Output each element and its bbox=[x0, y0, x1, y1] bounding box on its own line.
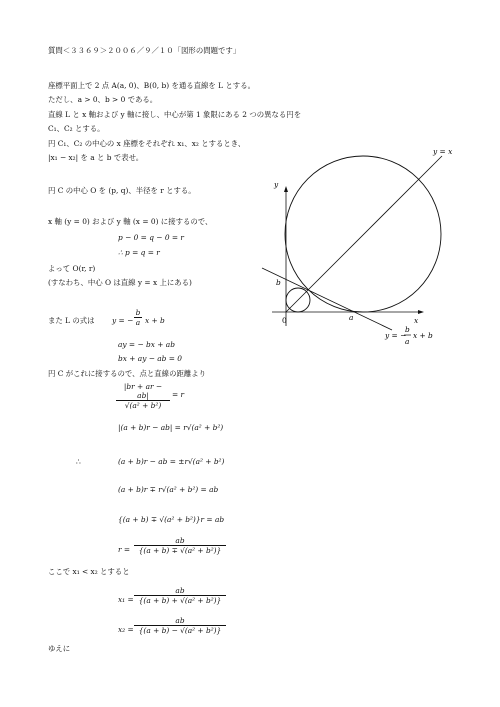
solution-intro: 円 C の中心 O を (p, q)、半径を r とする。 bbox=[48, 186, 196, 195]
equation-8: {(a + b) ∓ √(a² + b²)}r = ab bbox=[118, 515, 225, 524]
large-circle bbox=[285, 156, 441, 312]
document-title: 質問＜３３６９＞２００６／９／１０「図形の問題です」 bbox=[48, 46, 241, 55]
solution-tangent-axes: x 軸 (y = 0) および y 軸 (x = 0) に接するので、 bbox=[48, 217, 213, 226]
problem-line-1: 座標平面上で 2 点 A(a, 0)、B(0, b) を通る直線を L とする。 bbox=[48, 81, 255, 90]
y-axis-arrow bbox=[284, 186, 288, 192]
solution-hence: ゆえに bbox=[48, 644, 71, 653]
x2-num: ab bbox=[134, 616, 226, 626]
x2-den: {(a + b) − √(a² + b²)} bbox=[138, 626, 222, 635]
label-y-equals-x: y = x bbox=[433, 147, 453, 156]
equation-5: |(a + b)r − ab| = r√(a² + b²) bbox=[118, 423, 224, 432]
x-axis-arrow bbox=[418, 310, 424, 314]
label-y-axis: y bbox=[274, 180, 279, 189]
line-eq-lhs: y = − bbox=[112, 316, 134, 325]
line-eq-label: また L の式は bbox=[48, 316, 95, 325]
line-eq-den: a bbox=[135, 318, 141, 327]
distance-den: √(a² + b²) bbox=[124, 401, 162, 410]
x1-den: {(a + b) + √(a² + b²)} bbox=[138, 596, 222, 605]
line-label-rhs: x + b bbox=[413, 331, 433, 340]
label-a: a bbox=[349, 313, 354, 322]
problem-line-3: 直線 L と x 軸および y 軸に接し、中心が第 1 象限にある 2 つの異なる円を bbox=[48, 110, 302, 119]
problem-line-4: C₁、C₂ とする。 bbox=[48, 124, 105, 133]
solution-here: ここで x₁ < x₂ とすると bbox=[48, 567, 130, 576]
line-eq-rhs: x + b bbox=[145, 316, 165, 325]
equation-9-den: {(a + b) ∓ √(a² + b²)} bbox=[138, 546, 222, 555]
solution-tangent-line: 円 C がこれに接するので、点と直線の距離より bbox=[48, 369, 207, 378]
line-label-den: a bbox=[405, 337, 410, 346]
solution-thus: よって O(r, r) bbox=[48, 264, 96, 273]
distance-num: |br + ar − ab| bbox=[116, 382, 170, 401]
x1-num: ab bbox=[134, 586, 226, 596]
line-label-num: b bbox=[405, 325, 410, 334]
equation-3: ay = − bx + ab bbox=[118, 340, 175, 349]
line-eq-num: b bbox=[135, 308, 141, 317]
distance-rhs: = r bbox=[172, 390, 185, 399]
x2-lhs: x₂ = bbox=[118, 625, 134, 634]
equation-6: (a + b)r − ab = ±r√(a² + b²) bbox=[118, 457, 225, 466]
equation-4: bx + ay − ab = 0 bbox=[118, 354, 182, 363]
x1-lhs: x₁ = bbox=[118, 595, 134, 604]
problem-line-5: 円 C₁、C₂ の中心の x 座標をそれぞれ x₁、x₂ とするとき、 bbox=[48, 139, 246, 148]
label-origin: 0 bbox=[282, 316, 287, 325]
equation-2: ∴ p = q = r bbox=[118, 248, 160, 257]
therefore-symbol: ∴ bbox=[76, 457, 81, 466]
equation-7: (a + b)r ∓ r√(a² + b²) = ab bbox=[118, 485, 219, 494]
equation-1: p − 0 = q − 0 = r bbox=[118, 233, 184, 242]
equation-9-num: ab bbox=[134, 536, 226, 546]
problem-line-2: ただし、a > 0、b > 0 である。 bbox=[48, 95, 158, 104]
label-x-axis: x bbox=[414, 316, 419, 325]
label-b: b bbox=[276, 278, 281, 287]
problem-line-6: |x₁ − x₂| を a と b で表せ。 bbox=[48, 153, 144, 162]
line-label-lhs: y = − bbox=[385, 331, 407, 340]
equation-9-lhs: r = bbox=[118, 545, 131, 554]
solution-note: (すなわち、中心 O は直線 y = x 上にある) bbox=[48, 278, 192, 287]
